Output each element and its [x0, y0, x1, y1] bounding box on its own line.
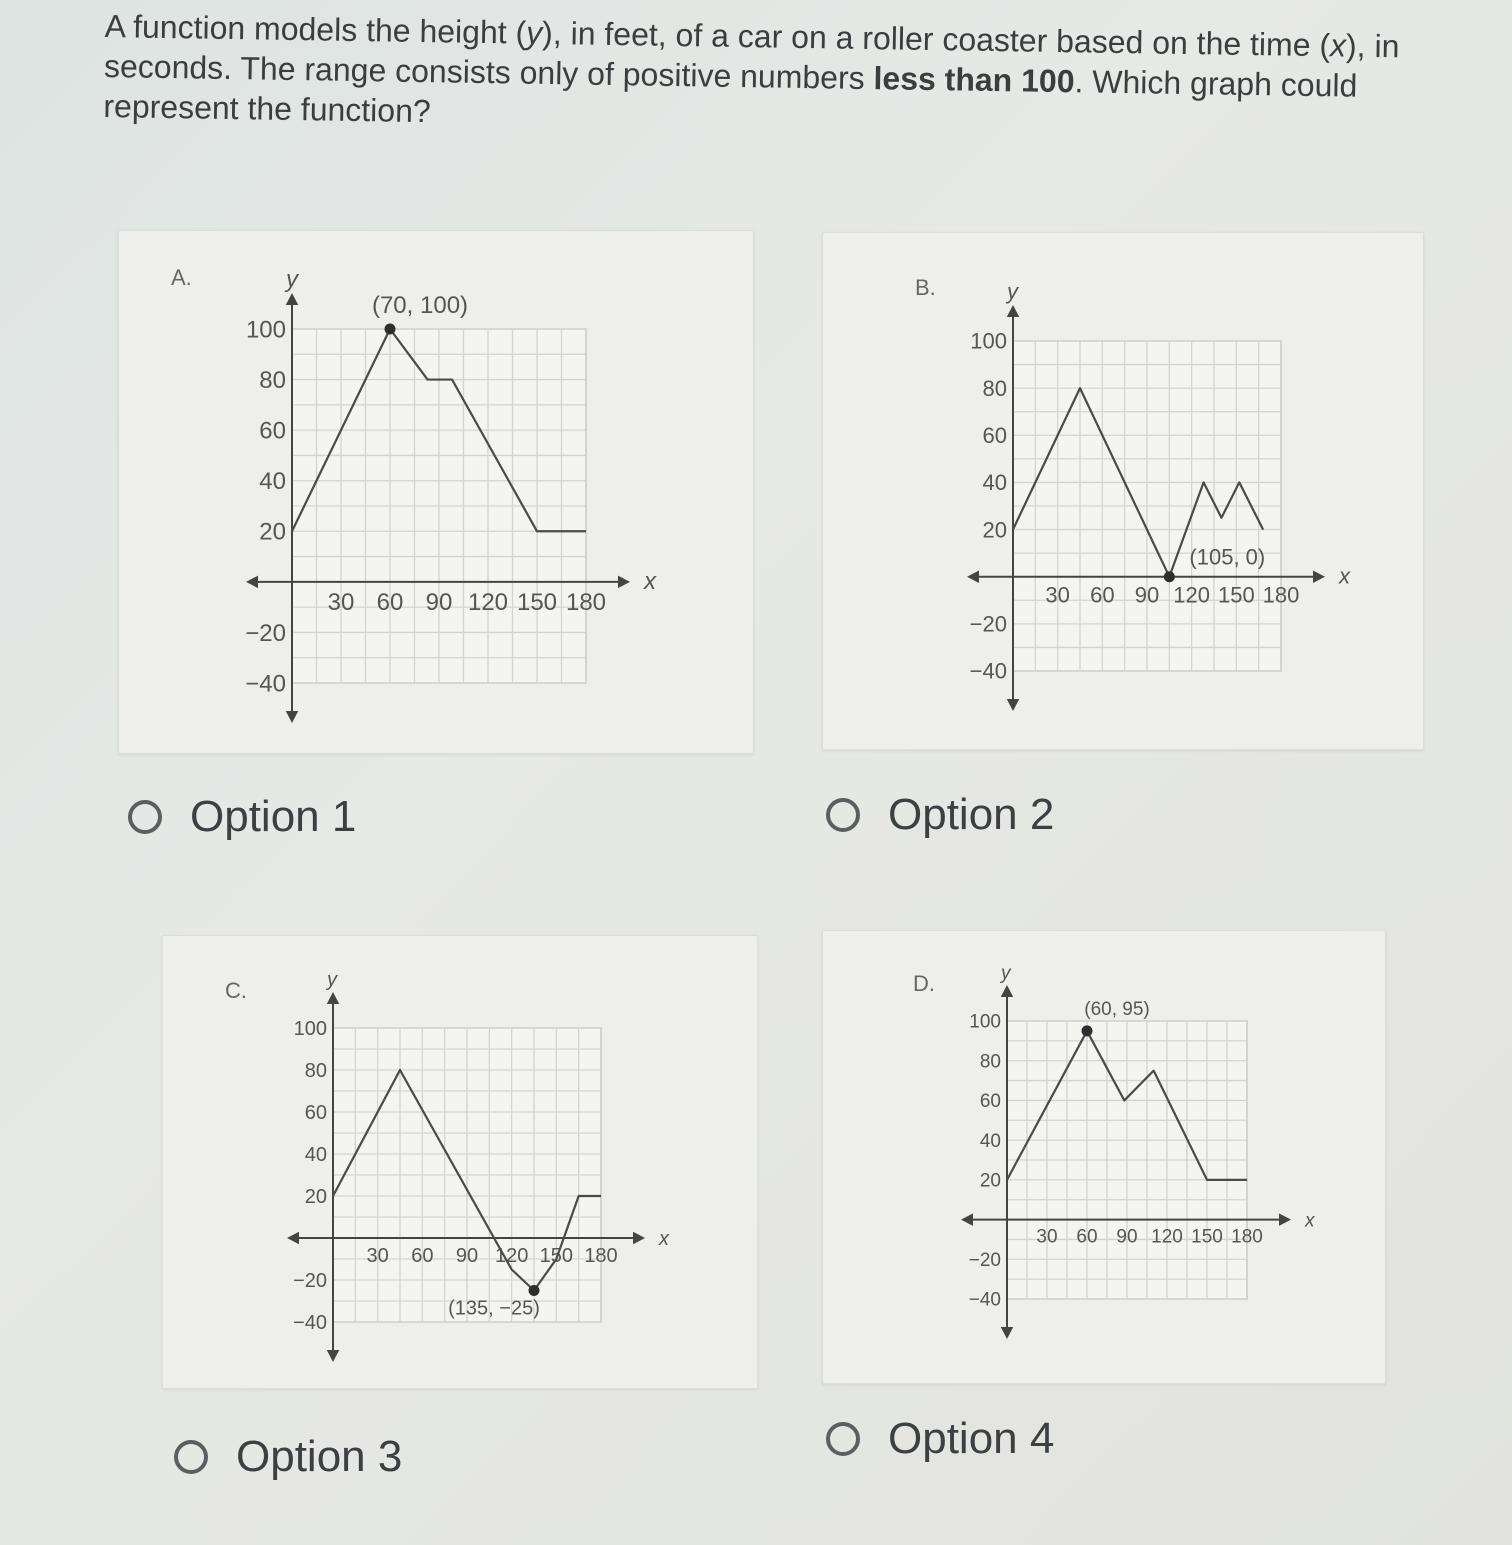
y-tick-label: −20: [293, 1270, 327, 1292]
option-2[interactable]: [826, 790, 1054, 840]
y-tick-label: 100: [969, 1011, 1001, 1033]
x-tick-label: 120: [1151, 1226, 1183, 1248]
y-axis-label: y: [286, 266, 298, 293]
graph-c: [163, 936, 757, 1388]
option-4[interactable]: [826, 1414, 1054, 1464]
y-axis-arrow-up: [1001, 985, 1014, 997]
option-4-label: Option 4: [888, 1414, 1055, 1463]
y-tick-label: 20: [982, 517, 1007, 543]
y-tick-label: 40: [979, 1130, 1001, 1152]
x-tick-label: 60: [1090, 582, 1115, 608]
x-axis-arrow-left: [287, 1232, 299, 1245]
y-tick-label: 80: [979, 1051, 1001, 1073]
x-tick-label: 90: [455, 1245, 479, 1267]
y-tick-label: −40: [968, 1289, 1001, 1311]
graph-card-a: [118, 230, 754, 754]
y-tick-label: 60: [259, 417, 286, 445]
y-tick-label: 40: [259, 468, 286, 496]
x-axis-label: x: [1305, 1210, 1315, 1232]
y-tick-label: 100: [245, 316, 286, 344]
x-tick-label: 120: [1173, 582, 1211, 608]
x-tick-label: 90: [425, 588, 453, 616]
option-3-radio[interactable]: [174, 1440, 208, 1474]
x-axis-arrow-left: [967, 570, 979, 583]
x-tick-label: 60: [376, 588, 404, 616]
x-axis-arrow-right: [1279, 1213, 1291, 1226]
option-1[interactable]: [128, 792, 356, 842]
y-tick-label: 60: [979, 1091, 1001, 1113]
graph-card-b: [822, 232, 1424, 750]
y-tick-label: 20: [304, 1186, 327, 1208]
x-axis-arrow-right: [618, 576, 630, 589]
x-tick-label: 180: [1262, 582, 1300, 608]
option-1-radio[interactable]: [128, 800, 162, 834]
y-tick-label: 100: [970, 328, 1007, 354]
x-tick-label: 30: [366, 1245, 389, 1267]
highlight-point: [529, 1285, 540, 1296]
option-3-label: Option 3: [236, 1432, 403, 1481]
y-tick-label: 20: [979, 1170, 1001, 1192]
x-tick-label: 150: [539, 1245, 574, 1267]
y-tick-label: −20: [969, 611, 1007, 637]
option-2-radio[interactable]: [826, 798, 860, 832]
highlight-point: [385, 324, 396, 335]
question-var-y: y: [525, 14, 543, 51]
graph-letter-b: B.: [915, 275, 936, 300]
y-tick-label: −40: [293, 1312, 327, 1334]
question-part: A function models the height (: [104, 7, 527, 51]
y-tick-label: −40: [245, 670, 286, 698]
highlight-point-label: (60, 95): [1084, 998, 1150, 1020]
highlight-point: [1164, 571, 1175, 582]
y-tick-label: 20: [259, 518, 286, 546]
option-2-label: Option 2: [888, 790, 1055, 839]
x-tick-label: 90: [1134, 582, 1160, 608]
y-axis-arrow-down: [1001, 1327, 1014, 1339]
x-axis-arrow-right: [633, 1232, 645, 1245]
x-tick-label: 60: [1076, 1226, 1098, 1248]
y-tick-label: 40: [982, 470, 1007, 496]
highlight-point-label: (105, 0): [1189, 544, 1266, 570]
y-axis-label: y: [1001, 963, 1011, 984]
graph-card-d: [822, 930, 1386, 1384]
x-axis-label: x: [659, 1228, 669, 1250]
x-axis-arrow-right: [1313, 570, 1325, 583]
x-tick-label: 120: [467, 588, 509, 616]
graph-card-c: [162, 935, 758, 1389]
y-axis-arrow-down: [286, 711, 299, 723]
x-tick-label: 120: [494, 1245, 529, 1267]
x-tick-label: 30: [327, 588, 355, 616]
option-4-radio[interactable]: [826, 1422, 860, 1456]
y-axis-arrow-up: [327, 992, 340, 1004]
x-axis-label: x: [1339, 563, 1350, 589]
highlight-point-label: (70, 100): [371, 292, 469, 319]
y-tick-label: 100: [293, 1018, 327, 1040]
question-part: ), in seconds. The range consists only of positive numbers: [103, 27, 1400, 97]
y-axis-label: y: [1007, 279, 1018, 304]
y-axis-arrow-up: [286, 293, 299, 305]
y-tick-label: 80: [982, 375, 1007, 401]
graph-letter-a: A.: [171, 265, 192, 290]
y-tick-label: 60: [304, 1102, 327, 1124]
y-tick-label: 40: [304, 1144, 327, 1166]
x-axis-arrow-left: [246, 576, 258, 589]
option-3[interactable]: [174, 1432, 402, 1482]
highlight-point: [1082, 1025, 1093, 1036]
x-tick-label: 150: [1217, 582, 1255, 608]
graph-letter-c: C.: [225, 978, 247, 1003]
x-tick-label: 180: [584, 1245, 618, 1267]
y-tick-label: 80: [259, 366, 286, 394]
highlight-point-label: (135, −25): [448, 1297, 540, 1320]
y-axis-arrow-down: [327, 1350, 340, 1362]
question-text: [103, 6, 1485, 148]
y-axis-arrow-down: [1007, 699, 1020, 711]
question-part: ), in feet, of a car on a roller coaster based on the time (: [541, 14, 1331, 64]
x-tick-label: 60: [411, 1245, 434, 1267]
x-tick-label: 180: [1231, 1226, 1263, 1248]
x-tick-label: 180: [565, 588, 607, 616]
option-1-label: Option 1: [190, 792, 357, 841]
x-tick-label: 30: [1036, 1226, 1058, 1248]
y-tick-label: −20: [245, 619, 286, 647]
graph-a: [119, 231, 753, 753]
x-tick-label: 150: [1191, 1226, 1223, 1248]
x-tick-label: 150: [516, 588, 558, 616]
y-tick-label: 80: [304, 1060, 327, 1082]
graph-d: [823, 931, 1385, 1383]
graph-b: [823, 233, 1423, 749]
x-axis-arrow-left: [961, 1213, 973, 1226]
y-tick-label: −40: [969, 658, 1007, 684]
x-tick-label: 90: [1116, 1226, 1138, 1248]
y-tick-label: −20: [968, 1249, 1001, 1271]
question-var-x: x: [1329, 27, 1347, 64]
x-tick-label: 30: [1045, 582, 1070, 608]
y-axis-label: y: [327, 969, 337, 991]
question-emphasis: less than 100: [873, 60, 1075, 100]
y-tick-label: 60: [982, 422, 1007, 448]
graph-letter-d: D.: [913, 971, 935, 996]
question-part: . Which graph could represent the function?: [103, 63, 1358, 130]
x-axis-label: x: [644, 567, 656, 595]
y-axis-arrow-up: [1007, 305, 1020, 317]
